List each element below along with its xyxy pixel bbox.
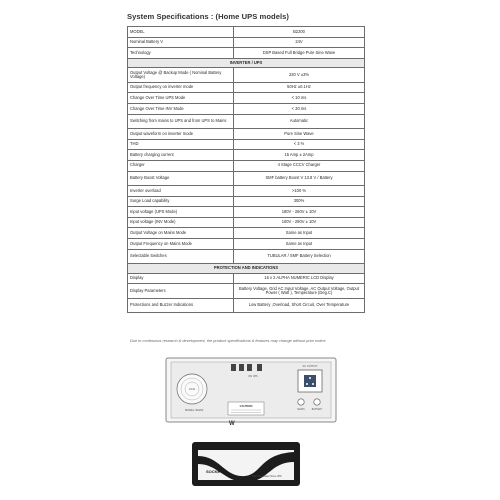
spec-key: Protections and Buzzer Indications (128, 298, 234, 313)
table-row (128, 93, 365, 104)
table-row (128, 150, 365, 161)
spec-value: Same as Input (234, 239, 365, 250)
fuse-icon (314, 399, 320, 405)
battery-label: BATTERY (311, 409, 323, 411)
spec-key: Surge Load capability (128, 196, 234, 207)
table-row (128, 82, 365, 93)
product-svg (190, 440, 302, 490)
product-front-illustration (190, 440, 302, 490)
spec-value: 100V - 290V ± 10V (234, 217, 365, 228)
table-row (128, 239, 365, 250)
section-heading: INVERTER / UPS (128, 58, 365, 68)
spec-value: Automatic (234, 114, 365, 129)
table-row (128, 217, 365, 228)
spec-value: < 10 ms (234, 93, 365, 104)
spec-value: Low Battery ,Overload, Short Circuit, Over Temperature (234, 298, 365, 313)
panel-caption: W (229, 421, 235, 427)
table-row (128, 228, 365, 239)
spec-value: DSP Based Full Bridge Pure Sine Wave (234, 48, 365, 59)
specifications-table (127, 26, 365, 313)
spec-value: 300% (234, 196, 365, 207)
spec-value: 50Hz ±0.1Hz (234, 82, 365, 93)
table-row (128, 298, 365, 313)
rear-panel-illustration (165, 357, 337, 423)
model-label: MODEL: B2200 (185, 409, 204, 412)
spec-key: Output Voltage @ Backup Mode ( Nominal Battery Voltage) (128, 68, 234, 83)
spec-key: Switching from mains to UPS and from UPS to Mains (128, 114, 234, 129)
spec-key: Nominal Battery V (128, 37, 234, 48)
spec-key: Technology (128, 48, 234, 59)
section-heading: PROTECTION AND INDICATIONS (128, 264, 365, 274)
spec-value: 220 V ±3% (234, 68, 365, 83)
product-brand: SOCKET (206, 469, 223, 474)
table-row (128, 284, 365, 299)
spec-key: THD (128, 139, 234, 150)
table-row (128, 160, 365, 171)
spec-key: Change Over Time UPS Mode (128, 93, 234, 104)
table-row (128, 139, 365, 150)
table-row (128, 186, 365, 197)
table-row (128, 273, 365, 284)
spec-key: Display (128, 273, 234, 284)
spec-key: Input voltage (INV Mode) (128, 217, 234, 228)
switch-3-icon (247, 364, 252, 371)
table-row (128, 114, 365, 129)
spec-value: B2200 (234, 27, 365, 38)
output-label: AC OUTPUT (302, 365, 318, 368)
disclaimer-note: Due to continuous research & development, the product specifications & features may change without prior notice. (130, 338, 327, 343)
spec-value: < 30 ms (234, 104, 365, 115)
spec-key: Change Over Time INV Mode (128, 104, 234, 115)
spec-value: Battery Voltage, Grid AC Input Voltage, AC Output Voltage, Output Power ( Watt ), Temperature (Deg.C) (234, 284, 365, 299)
table-row (128, 104, 365, 115)
socket-face (304, 375, 316, 387)
spec-key: Display Parameters (128, 284, 234, 299)
section-inverter (128, 58, 365, 68)
fan-label: FAN (189, 387, 195, 391)
spec-value: TUBULAR / SMF Battery Selection (234, 249, 365, 264)
spec-value: Pure Sine Wave (234, 129, 365, 140)
rear-panel-svg (165, 357, 337, 423)
switch-label: INV UPS (248, 375, 258, 378)
switch-1-icon (231, 364, 236, 371)
spec-key: Battery charging current (128, 150, 234, 161)
spec-key: Input voltage (UPS Mode) (128, 207, 234, 218)
table-row (128, 37, 365, 48)
product-model-text: DSP Sine Wave Home UPS (252, 475, 282, 478)
table-header-row (128, 27, 365, 38)
table-row (128, 207, 365, 218)
spec-key: Output Frequency on Mains Mode (128, 239, 234, 250)
spec-value: 24V (234, 37, 365, 48)
table-row (128, 249, 365, 264)
spec-key: Charger (128, 160, 234, 171)
switch-4-icon (257, 364, 262, 371)
section-protection (128, 264, 365, 274)
spec-key: Output frequency on inverter mode (128, 82, 234, 93)
spec-key: Inverter overload (128, 186, 234, 197)
spec-value: 4 Stage CCCV Charger (234, 160, 365, 171)
spec-key: Battery Boost Voltage (128, 171, 234, 186)
spec-value: 180V - 260V ± 10V (234, 207, 365, 218)
table-row (128, 129, 365, 140)
breaker-icon (298, 399, 304, 405)
spec-key: Selectable Switches (128, 249, 234, 264)
spec-key: Output waveform on inverter mode (128, 129, 234, 140)
spec-value: 15 Amp ± 2Amp (234, 150, 365, 161)
spec-value: Same as Input (234, 228, 365, 239)
spec-key: Output Voltage on Mains Mode (128, 228, 234, 239)
spec-value: >100 % (234, 186, 365, 197)
table-row (128, 48, 365, 59)
page-title: System Specifications : (Home UPS models) (127, 12, 289, 21)
spec-value: < 3 % (234, 139, 365, 150)
spec-key: MODEL (128, 27, 234, 38)
table-row (128, 196, 365, 207)
breaker-label: MAINS (297, 409, 305, 411)
caution-label: CAUTION (239, 404, 253, 408)
table-row (128, 171, 365, 186)
switch-2-icon (239, 364, 244, 371)
spec-value: 16 x 2 ALPHA NUMERIC LCD Display (234, 273, 365, 284)
spec-value: SMF battery Boost V 13.8 V / Battery (234, 171, 365, 186)
table-row (128, 68, 365, 83)
